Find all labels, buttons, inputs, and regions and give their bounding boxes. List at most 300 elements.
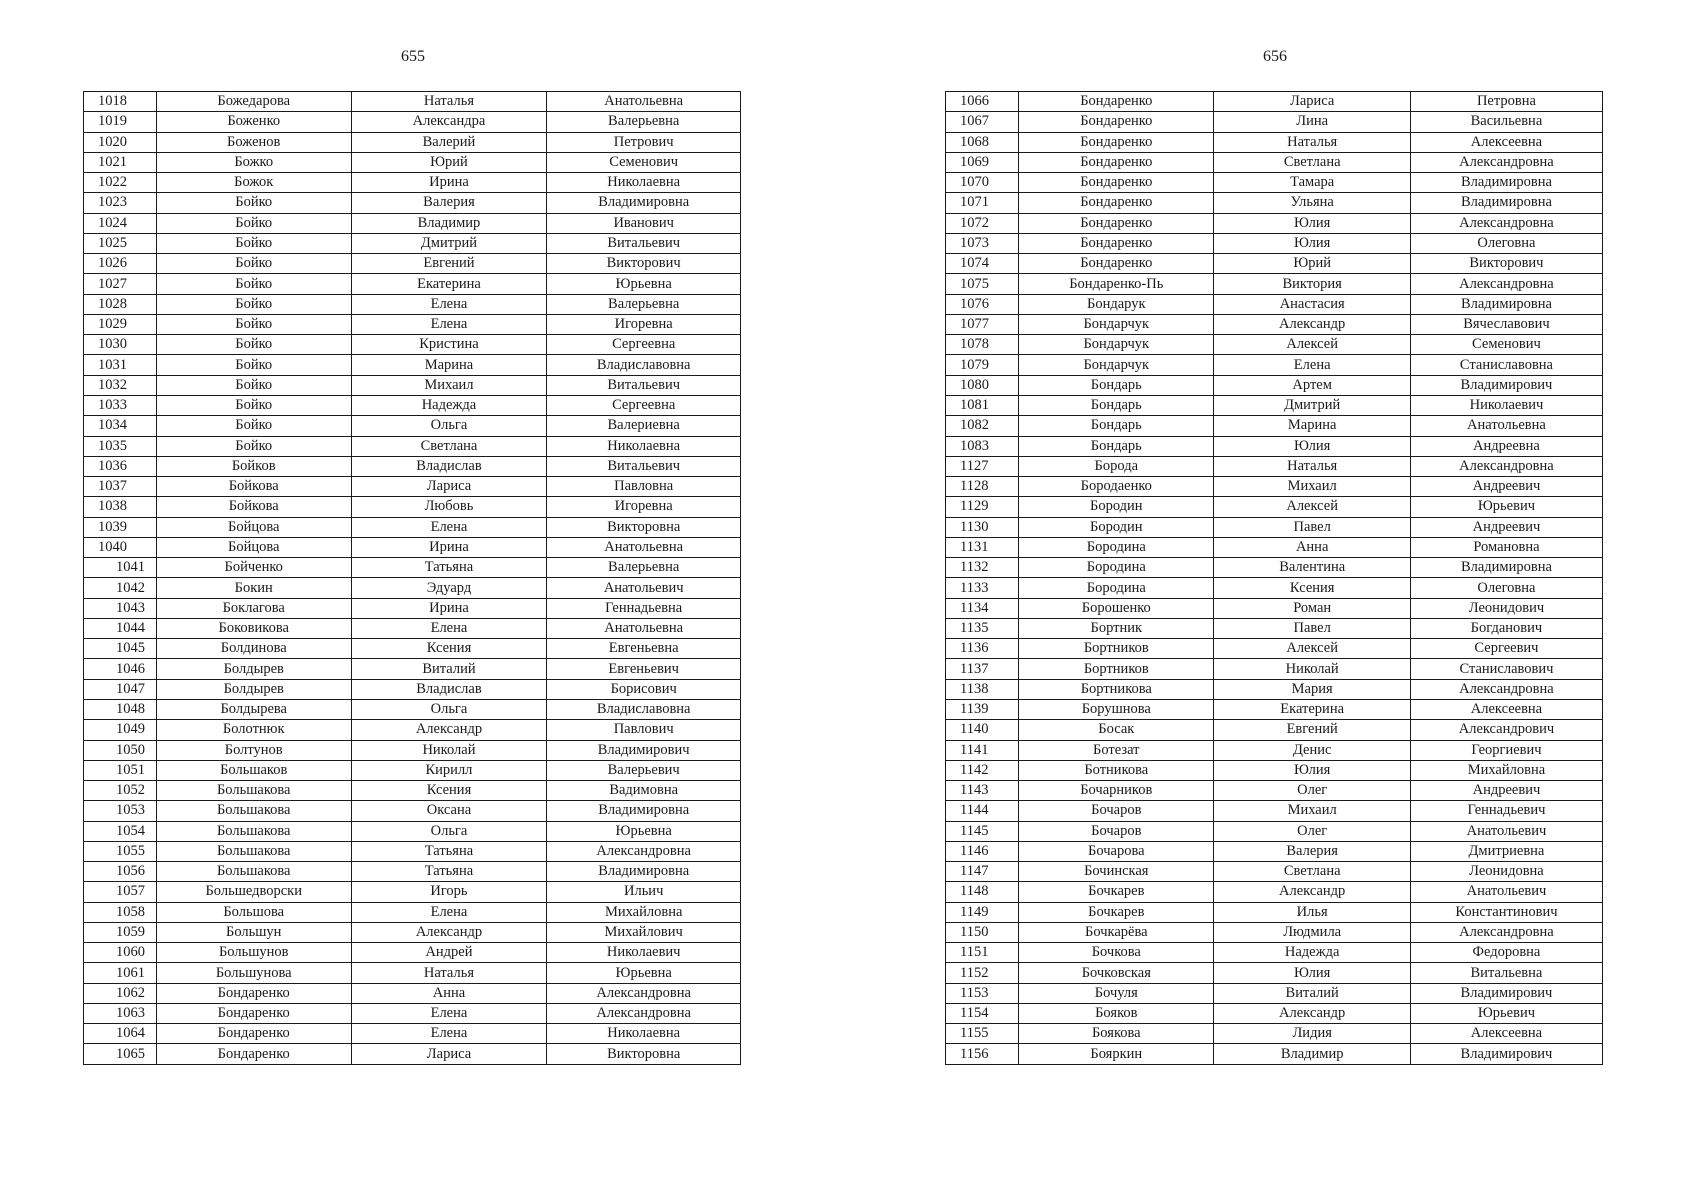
first-name: Евгений [1214,720,1410,740]
row-number: 1151 [946,943,1019,963]
patronymic: Николаевна [547,1024,741,1044]
row-number: 1042 [84,578,157,598]
row-number: 1057 [84,882,157,902]
first-name: Юлия [1214,436,1410,456]
first-name: Татьяна [351,862,547,882]
row-number: 1031 [84,355,157,375]
patronymic: Андреевна [1410,436,1602,456]
table-row [84,821,741,841]
surname: Бородина [1019,537,1214,557]
row-number: 1051 [84,760,157,780]
table-row [84,213,741,233]
surname: Большакова [156,841,351,861]
row-number: 1037 [84,477,157,497]
patronymic: Александровна [1410,213,1602,233]
surname: Боженов [156,132,351,152]
row-number: 1058 [84,902,157,922]
row-number: 1033 [84,395,157,415]
surname: Бородаенко [1019,477,1214,497]
first-name: Екатерина [351,274,547,294]
patronymic: Александровна [547,1003,741,1023]
row-number: 1043 [84,598,157,618]
surname: Бочарова [1019,841,1214,861]
table-row [84,679,741,699]
surname: Бочарников [1019,781,1214,801]
table-row [84,902,741,922]
table-row [84,598,741,618]
patronymic: Владимирович [1410,983,1602,1003]
first-name: Светлана [1214,152,1410,172]
table-row [946,720,1603,740]
row-number: 1052 [84,781,157,801]
row-number: 1021 [84,152,157,172]
table-row [84,862,741,882]
patronymic: Вадимовна [547,781,741,801]
row-number: 1082 [946,416,1019,436]
row-number: 1147 [946,862,1019,882]
patronymic: Семенович [1410,335,1602,355]
first-name: Надежда [1214,943,1410,963]
surname: Бойко [156,335,351,355]
row-number: 1075 [946,274,1019,294]
surname: Большунов [156,943,351,963]
table-row [84,740,741,760]
patronymic: Станиславович [1410,659,1602,679]
table-row [84,517,741,537]
table-row [84,578,741,598]
surname: Бойко [156,233,351,253]
table-row [84,416,741,436]
surname: Бойко [156,314,351,334]
table-row [84,456,741,476]
surname: Борода [1019,456,1214,476]
surname: Болотнюк [156,720,351,740]
patronymic: Павлович [547,720,741,740]
row-number: 1036 [84,456,157,476]
patronymic: Викторовна [547,1044,741,1064]
table-row [946,862,1603,882]
page-number: 655 [401,48,425,65]
surname: Боженко [156,112,351,132]
patronymic: Юрьевна [547,963,741,983]
patronymic: Леонидович [1410,598,1602,618]
patronymic: Владиславовна [547,355,741,375]
patronymic: Евгеньевич [547,659,741,679]
patronymic: Станиславовна [1410,355,1602,375]
row-number: 1020 [84,132,157,152]
row-number: 1034 [84,416,157,436]
row-number: 1022 [84,173,157,193]
table-row [84,132,741,152]
patronymic: Александровна [1410,456,1602,476]
row-number: 1071 [946,193,1019,213]
first-name: Татьяна [351,558,547,578]
row-number: 1142 [946,760,1019,780]
patronymic: Анатольевич [1410,882,1602,902]
row-number: 1018 [84,92,157,112]
row-number: 1137 [946,659,1019,679]
row-number: 1149 [946,902,1019,922]
patronymic: Витальевич [547,233,741,253]
table-row [946,477,1603,497]
row-number: 1038 [84,497,157,517]
patronymic: Сергеевна [547,335,741,355]
surname: Болдырева [156,699,351,719]
patronymic: Валерьевич [547,760,741,780]
patronymic: Сергеевна [547,395,741,415]
surname: Божедарова [156,92,351,112]
surname: Большакова [156,862,351,882]
patronymic: Николаевна [547,436,741,456]
first-name: Валерий [351,132,547,152]
row-number: 1019 [84,112,157,132]
patronymic: Витальевич [547,456,741,476]
table-row [84,355,741,375]
surname: Бондарчук [1019,335,1214,355]
patronymic: Михайловна [1410,760,1602,780]
row-number: 1054 [84,821,157,841]
first-name: Оксана [351,801,547,821]
first-name: Владимир [1214,1044,1410,1064]
surname: Бондаренко [1019,112,1214,132]
table-row [84,193,741,213]
first-name: Лариса [351,477,547,497]
table-row [84,760,741,780]
table-row [946,983,1603,1003]
patronymic: Юрьевич [1410,1003,1602,1023]
patronymic: Анатольевна [547,537,741,557]
patronymic: Иванович [547,213,741,233]
row-number: 1048 [84,699,157,719]
patronymic: Викторович [1410,254,1602,274]
patronymic: Юрьевна [547,274,741,294]
surname: Бондаренко [1019,193,1214,213]
surname: Большун [156,922,351,942]
surname: Бондарук [1019,294,1214,314]
first-name: Денис [1214,740,1410,760]
patronymic: Георгиевич [1410,740,1602,760]
first-name: Юрий [1214,254,1410,274]
row-number: 1128 [946,477,1019,497]
patronymic: Николаевич [1410,395,1602,415]
row-number: 1047 [84,679,157,699]
patronymic: Валерьевна [547,112,741,132]
first-name: Лариса [351,1044,547,1064]
surname: Бондаренко [1019,233,1214,253]
table-row [84,882,741,902]
row-number: 1026 [84,254,157,274]
table-row [84,983,741,1003]
row-number: 1148 [946,882,1019,902]
patronymic: Александровна [1410,152,1602,172]
patronymic: Петрович [547,132,741,152]
table-row [946,598,1603,618]
row-number: 1155 [946,1024,1019,1044]
table-row [946,922,1603,942]
surname: Бондарь [1019,436,1214,456]
surname: Бортников [1019,659,1214,679]
surname: Бойко [156,395,351,415]
patronymic: Михайловна [547,902,741,922]
table-row [84,233,741,253]
surname: Бойцова [156,517,351,537]
table-row [946,1003,1603,1023]
first-name: Кирилл [351,760,547,780]
row-number: 1083 [946,436,1019,456]
surname: Бочуля [1019,983,1214,1003]
first-name: Ольга [351,821,547,841]
table-row [946,1044,1603,1064]
patronymic: Юрьевна [547,821,741,841]
surname: Боякова [1019,1024,1214,1044]
first-name: Юлия [1214,213,1410,233]
first-name: Игорь [351,882,547,902]
row-number: 1045 [84,639,157,659]
first-name: Александр [351,720,547,740]
table-row [946,537,1603,557]
surname: Бочковская [1019,963,1214,983]
row-number: 1046 [84,659,157,679]
row-number: 1069 [946,152,1019,172]
row-number: 1143 [946,781,1019,801]
patronymic: Владимировна [1410,193,1602,213]
surname: Бочаров [1019,801,1214,821]
first-name: Илья [1214,902,1410,922]
table-row [84,618,741,638]
surname: Бойко [156,193,351,213]
row-number: 1064 [84,1024,157,1044]
first-name: Владислав [351,679,547,699]
surname: Большунова [156,963,351,983]
row-number: 1044 [84,618,157,638]
surname: Бойко [156,436,351,456]
table-row [946,618,1603,638]
first-name: Павел [1214,618,1410,638]
surname: Божок [156,173,351,193]
first-name: Наталья [351,92,547,112]
row-number: 1130 [946,517,1019,537]
surname: Бойченко [156,558,351,578]
table-row [84,92,741,112]
table-row [946,355,1603,375]
table-row [946,517,1603,537]
first-name: Юрий [351,152,547,172]
patronymic: Ильич [547,882,741,902]
surname: Бойко [156,213,351,233]
patronymic: Васильевна [1410,112,1602,132]
surname: Бойкова [156,497,351,517]
table-row [946,679,1603,699]
table-row [946,801,1603,821]
surname: Бойко [156,416,351,436]
first-name: Евгений [351,254,547,274]
patronymic: Богданович [1410,618,1602,638]
surname: Бочаров [1019,821,1214,841]
patronymic: Валерьевна [547,294,741,314]
patronymic: Викторович [547,254,741,274]
table-row [946,274,1603,294]
first-name: Владислав [351,456,547,476]
surname: Бойко [156,294,351,314]
first-name: Виталий [351,659,547,679]
row-number: 1029 [84,314,157,334]
patronymic: Вячеславович [1410,314,1602,334]
row-number: 1152 [946,963,1019,983]
surname: Бондарчук [1019,355,1214,375]
row-number: 1061 [84,963,157,983]
row-number: 1063 [84,1003,157,1023]
first-name: Виктория [1214,274,1410,294]
surname: Бортников [1019,639,1214,659]
first-name: Виталий [1214,983,1410,1003]
table-row [84,395,741,415]
row-number: 1055 [84,841,157,861]
surname: Бондарь [1019,375,1214,395]
table-row [946,92,1603,112]
surname: Бочинская [1019,862,1214,882]
first-name: Татьяна [351,841,547,861]
row-number: 1028 [84,294,157,314]
patronymic: Владимирович [1410,1044,1602,1064]
row-number: 1081 [946,395,1019,415]
table-row [946,335,1603,355]
first-name: Валерия [1214,841,1410,861]
patronymic: Владимирович [1410,375,1602,395]
table-row [84,922,741,942]
surname: Боклагова [156,598,351,618]
roster-table [83,91,741,1065]
table-row [84,699,741,719]
table-row [946,254,1603,274]
patronymic: Владимировна [1410,558,1602,578]
table-row [946,558,1603,578]
table-row [946,294,1603,314]
row-number: 1056 [84,862,157,882]
patronymic: Анатольевна [547,618,741,638]
patronymic: Олеговна [1410,578,1602,598]
first-name: Надежда [351,395,547,415]
row-number: 1060 [84,943,157,963]
first-name: Людмила [1214,922,1410,942]
row-number: 1040 [84,537,157,557]
surname: Бондаренко [1019,173,1214,193]
surname: Бородина [1019,558,1214,578]
table-row [946,659,1603,679]
first-name: Светлана [351,436,547,456]
surname: Болтунов [156,740,351,760]
patronymic: Андреевич [1410,517,1602,537]
table-row [946,416,1603,436]
surname: Бондарь [1019,395,1214,415]
first-name: Ульяна [1214,193,1410,213]
row-number: 1136 [946,639,1019,659]
first-name: Дмитрий [1214,395,1410,415]
first-name: Елена [351,618,547,638]
surname: Бондаренко [1019,92,1214,112]
row-number: 1132 [946,558,1019,578]
row-number: 1131 [946,537,1019,557]
patronymic: Андреевич [1410,477,1602,497]
row-number: 1059 [84,922,157,942]
table-row [84,335,741,355]
surname: Бондаренко [1019,132,1214,152]
surname: Болдырев [156,659,351,679]
surname: Боковикова [156,618,351,638]
row-number: 1049 [84,720,157,740]
patronymic: Семенович [547,152,741,172]
patronymic: Михайлович [547,922,741,942]
patronymic: Борисович [547,679,741,699]
patronymic: Павловна [547,477,741,497]
row-number: 1127 [946,456,1019,476]
row-number: 1066 [946,92,1019,112]
table-row [946,456,1603,476]
row-number: 1073 [946,233,1019,253]
table-row [84,152,741,172]
first-name: Марина [351,355,547,375]
first-name: Светлана [1214,862,1410,882]
first-name: Кристина [351,335,547,355]
table-row [946,497,1603,517]
first-name: Елена [351,314,547,334]
patronymic: Николаевич [547,943,741,963]
first-name: Ольга [351,699,547,719]
table-row [84,314,741,334]
table-row [946,781,1603,801]
patronymic: Андреевич [1410,781,1602,801]
first-name: Алексей [1214,639,1410,659]
surname: Большакова [156,801,351,821]
first-name: Олег [1214,781,1410,801]
first-name: Михаил [351,375,547,395]
surname: Бойцова [156,537,351,557]
patronymic: Владимировна [547,193,741,213]
surname: Бородина [1019,578,1214,598]
row-number: 1138 [946,679,1019,699]
patronymic: Алексеевна [1410,699,1602,719]
surname: Бойко [156,375,351,395]
surname: Бородин [1019,517,1214,537]
table-row [946,152,1603,172]
first-name: Ирина [351,173,547,193]
first-name: Александр [1214,1003,1410,1023]
surname: Бородин [1019,497,1214,517]
patronymic: Романовна [1410,537,1602,557]
first-name: Ксения [351,781,547,801]
row-number: 1140 [946,720,1019,740]
surname: Бондарчук [1019,314,1214,334]
patronymic: Геннадьевна [547,598,741,618]
first-name: Дмитрий [351,233,547,253]
first-name: Лина [1214,112,1410,132]
patronymic: Александровна [547,983,741,1003]
table-row [84,781,741,801]
table-row [84,943,741,963]
first-name: Александра [351,112,547,132]
row-number: 1141 [946,740,1019,760]
first-name: Юлия [1214,760,1410,780]
table-row [84,801,741,821]
surname: Бочкарев [1019,902,1214,922]
patronymic: Геннадьевич [1410,801,1602,821]
surname: Большова [156,902,351,922]
patronymic: Александровна [1410,274,1602,294]
surname: Бондарь [1019,416,1214,436]
first-name: Анна [351,983,547,1003]
surname: Бондаренко [156,1003,351,1023]
row-number: 1030 [84,335,157,355]
table-row [946,963,1603,983]
